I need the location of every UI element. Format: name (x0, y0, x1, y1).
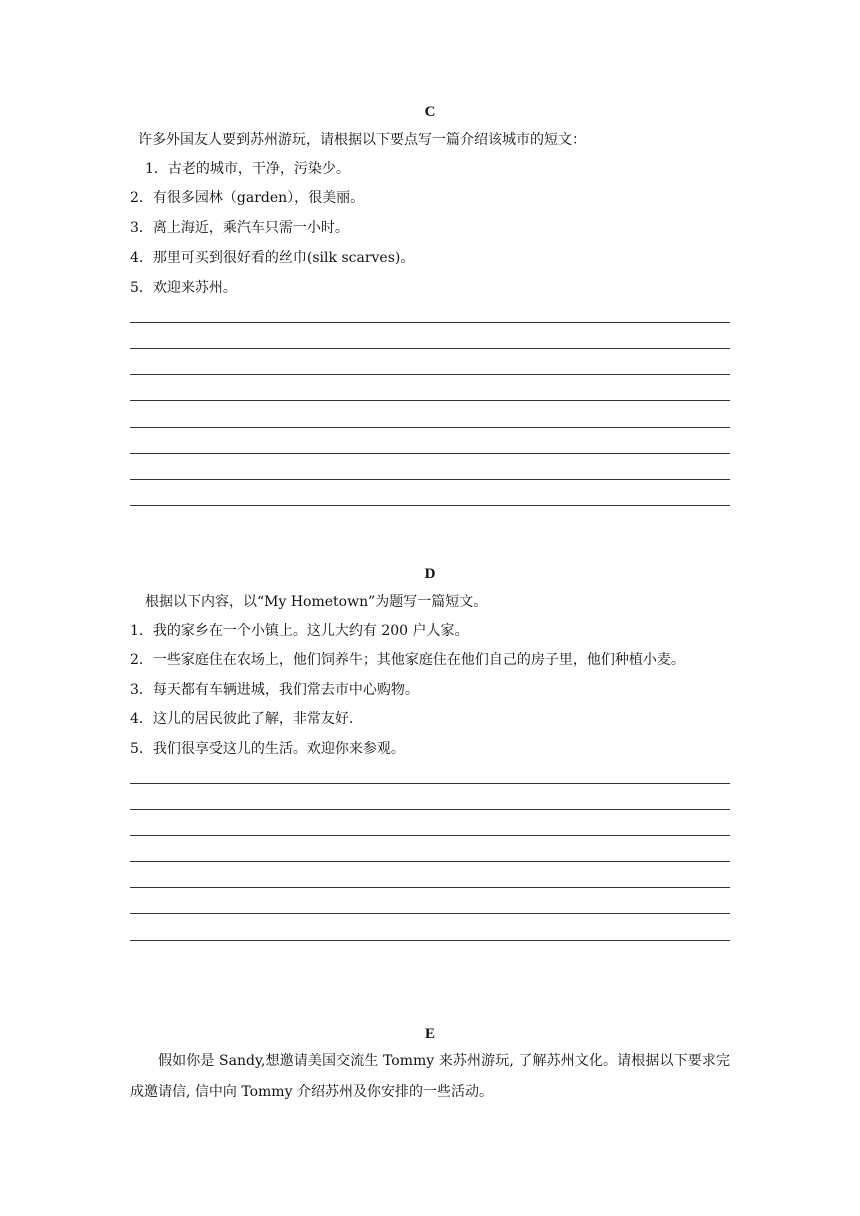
section-d-intro: 根据以下内容，以“My Hometown”为题写一篇短文。 (145, 594, 488, 610)
section-d-item-3: 3．每天都有车辆进城，我们常去市中心购物。 (130, 682, 419, 698)
section-c-item-4: 4．那里可买到很好看的丝巾(silk scarves)。 (130, 250, 415, 266)
writing-line (130, 505, 730, 506)
section-e-paragraph: 假如你是 Sandy,想邀请美国交流生 Tommy 来苏州游玩, 了解苏州文化。请根据以下要求完成邀请信, 信中向 Tommy 介绍苏州及你安排的一些活动。 (130, 1053, 730, 1100)
writing-line (130, 913, 730, 914)
writing-line (130, 427, 730, 428)
section-c-intro: 许多外国友人要到苏州游玩，请根据以下要点写一篇介绍该城市的短文： (138, 132, 586, 148)
writing-line (130, 783, 730, 784)
section-d-item-2: 2．一些家庭住在农场上，他们饲养牛；其他家庭住在他们自己的房子里，他们种植小麦。 (130, 652, 685, 668)
section-d-item-1: 1．我的家乡在一个小镇上。这儿大约有 200 户人家。 (130, 623, 469, 639)
writing-line (130, 348, 730, 349)
writing-line (130, 453, 730, 454)
section-d-item-5: 5．我们很享受这儿的生活。欢迎你来参观。 (130, 741, 405, 757)
writing-line (130, 861, 730, 862)
writing-line (130, 374, 730, 375)
section-c-item-3: 3．离上海近，乘汽车只需一小时。 (130, 220, 349, 236)
writing-line (130, 940, 730, 941)
writing-line (130, 809, 730, 810)
section-c-item-2: 2．有很多园林（garden），很美丽。 (130, 190, 365, 206)
writing-line (130, 322, 730, 323)
section-d-heading: D (424, 566, 436, 582)
section-e-heading: E (424, 1026, 435, 1042)
writing-line (130, 887, 730, 888)
writing-line (130, 479, 730, 480)
writing-line (130, 835, 730, 836)
section-c-heading: C (424, 104, 436, 120)
section-d-item-4: 4．这儿的居民彼此了解，非常友好. (130, 711, 354, 727)
section-c-item-5: 5．欢迎来苏州。 (130, 280, 237, 296)
section-c-item-1: 1．古老的城市，干净，污染少。 (145, 161, 350, 177)
writing-line (130, 400, 730, 401)
